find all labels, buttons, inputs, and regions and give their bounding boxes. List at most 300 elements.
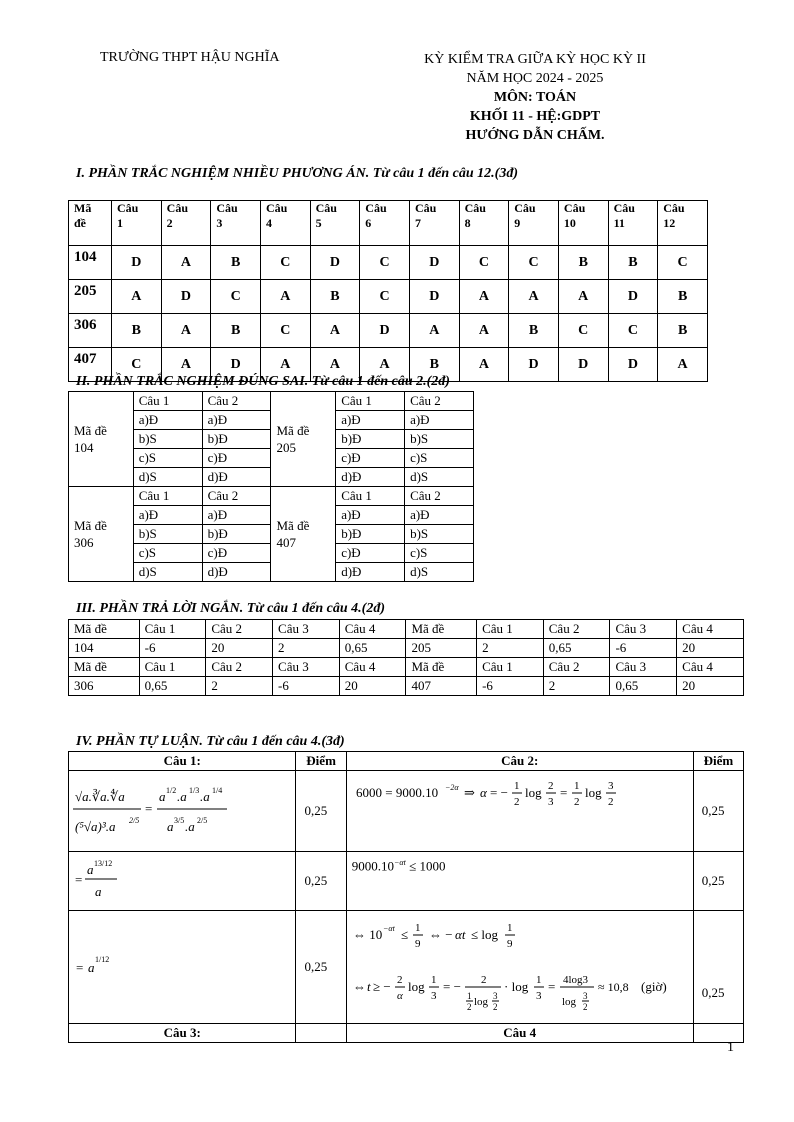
answer-cell: A — [161, 348, 211, 382]
col-header: Câu 2 — [543, 658, 610, 677]
section3-table — [68, 619, 744, 696]
exam-code-cell — [69, 487, 134, 582]
svg-text:1: 1 — [414, 922, 421, 934]
svg-text:α: α — [479, 785, 487, 800]
exam-code-cell — [271, 392, 336, 487]
q1-step2-points: 0,25 — [296, 852, 346, 911]
answer-cell: c)Đ — [336, 544, 405, 563]
question-header — [608, 201, 658, 246]
answer-cell: A — [310, 314, 360, 348]
q2-step2: $9000.10^{-\alpha t} \le 1000$ — [346, 852, 693, 911]
exam-code-label: Mã đề — [69, 658, 140, 677]
svg-text:= −: = − — [442, 979, 461, 994]
q1-step3-points: 0,25 — [296, 911, 346, 1024]
col-header: Câu 1 — [477, 620, 544, 639]
q2-step3-points: 0,25 — [693, 911, 743, 1024]
answer-cell: d)S — [405, 563, 474, 582]
school-year: NĂM HỌC 2024 - 2025 — [466, 71, 604, 86]
svg-text:a: a — [159, 789, 166, 804]
exam-code-label: Mã đề — [276, 518, 310, 533]
answer-cell: d)S — [133, 468, 202, 487]
exam-header — [380, 50, 690, 145]
answer-cell: c)S — [405, 449, 474, 468]
col-header: Câu 4 — [339, 620, 406, 639]
answer-cell: A — [459, 348, 509, 382]
section1-title: I. PHẦN TRẮC NGHIỆM NHIỀU PHƯƠNG ÁN. Từ câu 1 đến câu 12.(3đ) — [76, 166, 518, 181]
svg-text:log: log — [561, 996, 576, 1008]
answer-cell: D — [558, 348, 608, 382]
svg-text:1/3: 1/3 — [189, 786, 200, 795]
col-header: Câu 2 — [206, 620, 273, 639]
answer-cell: a)Đ — [405, 506, 474, 525]
answer-cell: 2 — [206, 677, 273, 696]
svg-text:1: 1 — [513, 780, 520, 792]
q1-step3 — [69, 911, 296, 1024]
svg-text:−αt: −αt — [382, 924, 395, 933]
answer-cell: D — [112, 246, 162, 280]
question-header-num: 6 — [365, 216, 372, 230]
q1-step3-formula — [74, 950, 134, 980]
grade: KHỐI 11 - HỆ:GDPT — [469, 109, 601, 124]
exam-code-label: Mã đề — [74, 423, 107, 438]
points-header: Điểm — [296, 752, 346, 771]
q2-step2-points: 0,25 — [693, 852, 743, 911]
answer-cell: B — [211, 314, 261, 348]
question-header — [260, 201, 310, 246]
svg-text:2: 2 — [513, 796, 520, 808]
exam-code: 407 — [406, 677, 477, 696]
q2-step1-formula — [352, 777, 682, 817]
answer-cell: 0,65 — [139, 677, 206, 696]
table-row — [69, 620, 744, 639]
svg-text:2: 2 — [582, 1002, 588, 1012]
exam-code-label: Mã đề — [406, 658, 477, 677]
q2-step3 — [346, 911, 693, 1024]
answer-cell: C — [260, 246, 310, 280]
answer-cell: A — [112, 280, 162, 314]
q3-points-header — [296, 1024, 346, 1043]
answer-cell: A — [360, 348, 410, 382]
answer-cell: A — [260, 348, 310, 382]
question-header-num: 11 — [613, 216, 625, 230]
svg-text:a: a — [87, 862, 94, 877]
answer-cell: 0,65 — [543, 639, 610, 658]
question-header — [409, 201, 459, 246]
question-header-word: Câu — [464, 201, 486, 215]
question-header-word: Câu — [365, 201, 387, 215]
answer-cell: d)Đ — [336, 468, 405, 487]
answer-cell: A — [310, 348, 360, 382]
exam-title: KỲ KIỂM TRA GIỮA KỲ HỌC KỲ II — [424, 52, 646, 67]
answer-cell: d)Đ — [202, 563, 271, 582]
exam-code: 104 — [69, 639, 140, 658]
svg-text:.a: .a — [177, 789, 187, 804]
question-header-word: Câu — [265, 201, 288, 215]
q1-step1-formula — [71, 773, 231, 845]
svg-text:3: 3 — [430, 990, 437, 1002]
answer-cell: A — [161, 246, 211, 280]
school-name: TRƯỜNG THPT HẬU NGHĨA — [100, 50, 280, 65]
exam-code: 407 — [276, 535, 296, 550]
col-header: Câu 3 — [610, 658, 677, 677]
exam-code: 205 — [276, 440, 296, 455]
svg-text:3: 3 — [547, 796, 554, 808]
table-row — [69, 392, 474, 411]
section4-table — [68, 751, 744, 1043]
col-header: Câu 2 — [206, 658, 273, 677]
answer-cell: D — [211, 348, 261, 382]
answer-cell: A — [161, 314, 211, 348]
exam-code-label: Mã đề — [406, 620, 477, 639]
q1-step1-points: 0,25 — [296, 771, 346, 852]
svg-text:1: 1 — [535, 974, 542, 986]
col-header: Câu 3 — [610, 620, 677, 639]
svg-text:13/12: 13/12 — [94, 859, 113, 868]
answer-cell: b)S — [133, 430, 202, 449]
answer-cell: B — [112, 314, 162, 348]
section1-table — [68, 200, 708, 382]
q4-header: Câu 4 — [346, 1024, 693, 1043]
q2-step2-rhs: ≤ 1000 — [409, 858, 446, 874]
answer-cell: c)Đ — [336, 449, 405, 468]
q2-header: Câu 2: — [346, 752, 693, 771]
svg-text:9: 9 — [414, 938, 421, 950]
svg-text:⇔: ⇔ — [352, 979, 366, 994]
svg-text:log: log — [407, 979, 425, 994]
svg-text:· log: · log — [503, 979, 528, 994]
svg-text:2: 2 — [547, 780, 554, 792]
answer-cell: 20 — [339, 677, 406, 696]
answer-cell: B — [211, 246, 261, 280]
col-header: Câu 2 — [405, 487, 474, 506]
answer-cell: a)Đ — [405, 411, 474, 430]
exam-code: 104 — [69, 246, 112, 280]
answer-cell: C — [211, 280, 261, 314]
col-header: Câu 4 — [339, 658, 406, 677]
code-header-line: Mã — [74, 201, 92, 215]
question-header-word: Câu — [613, 201, 635, 215]
svg-text:3: 3 — [535, 990, 542, 1002]
answer-cell: b)Đ — [202, 430, 271, 449]
svg-text:−2α: −2α — [444, 783, 459, 792]
answer-cell: c)S — [133, 544, 202, 563]
section2-title: II. PHẦN TRẮC NGHIỆM ĐÚNG SAI. Từ câu 1 đến câu 2.(2đ) — [76, 374, 450, 389]
table-row — [69, 487, 474, 506]
answer-cell: b)S — [405, 525, 474, 544]
answer-cell: -6 — [139, 639, 206, 658]
question-header-num: 12 — [663, 216, 676, 230]
answer-cell: D — [161, 280, 211, 314]
question-header-word: Câu — [663, 201, 685, 215]
answer-cell: C — [558, 314, 608, 348]
answer-cell: b)Đ — [202, 525, 271, 544]
answer-cell: C — [658, 246, 708, 280]
svg-text:α: α — [396, 990, 403, 1002]
question-header-num: 10 — [563, 216, 576, 230]
answer-cell: B — [310, 280, 360, 314]
q3-header: Câu 3: — [69, 1024, 296, 1043]
answer-cell: d)S — [133, 563, 202, 582]
answer-cell: A — [509, 280, 559, 314]
svg-text:≤ log: ≤ log — [470, 927, 498, 942]
answer-cell: 0,65 — [339, 639, 406, 658]
question-header — [360, 201, 410, 246]
answer-cell: A — [260, 280, 310, 314]
answer-cell: a)Đ — [133, 411, 202, 430]
question-header-num: 5 — [315, 216, 322, 230]
answer-cell: B — [558, 246, 608, 280]
answer-cell: D — [409, 246, 459, 280]
answer-cell: B — [658, 314, 708, 348]
answer-cell: c)Đ — [202, 544, 271, 563]
col-header: Câu 1 — [133, 487, 202, 506]
question-header-word: Câu — [315, 201, 337, 215]
answer-cell: A — [459, 314, 509, 348]
answer-cell: A — [558, 280, 608, 314]
answer-cell: b)Đ — [336, 525, 405, 544]
answer-cell: B — [509, 314, 559, 348]
code-header-line: đề — [74, 216, 86, 230]
svg-text:a: a — [88, 960, 95, 975]
answer-cell: C — [509, 246, 559, 280]
svg-text:1: 1 — [506, 922, 513, 934]
answer-cell: a)Đ — [336, 411, 405, 430]
q4-points-header — [693, 1024, 743, 1043]
question-header — [459, 201, 509, 246]
answer-cell: C — [459, 246, 509, 280]
col-header: Câu 1 — [139, 620, 206, 639]
table-row — [69, 677, 744, 696]
svg-text:a: a — [167, 819, 174, 834]
answer-cell: b)S — [405, 430, 474, 449]
col-header: Câu 1 — [133, 392, 202, 411]
question-header-num: 1 — [117, 216, 123, 230]
answer-cell: 2 — [543, 677, 610, 696]
col-header: Câu 1 — [477, 658, 544, 677]
svg-text:≤: ≤ — [400, 927, 408, 942]
question-header — [211, 201, 261, 246]
question-header-word: Câu — [514, 201, 536, 215]
svg-text:3: 3 — [492, 991, 498, 1001]
svg-text:log: log — [584, 785, 602, 800]
exam-code: 306 — [74, 535, 94, 550]
svg-text:≥ −: ≥ − — [372, 979, 391, 994]
answer-cell: d)Đ — [202, 468, 271, 487]
answer-cell: d)Đ — [336, 563, 405, 582]
answer-cell: b)S — [133, 525, 202, 544]
question-header-num: 2 — [166, 216, 173, 230]
question-header-num: 4 — [265, 216, 272, 230]
col-header: Câu 3 — [273, 620, 340, 639]
q1-step2 — [69, 852, 296, 911]
svg-text:log: log — [473, 996, 488, 1008]
svg-text:2: 2 — [607, 796, 614, 808]
svg-text:2/5: 2/5 — [129, 816, 140, 825]
svg-text:4log3: 4log3 — [562, 974, 588, 986]
table-row — [69, 246, 708, 280]
subject: MÔN: TOÁN — [493, 90, 577, 105]
svg-text:2: 2 — [396, 974, 403, 986]
exam-code: 306 — [69, 677, 140, 696]
svg-text:=: = — [559, 785, 568, 800]
exam-code: 306 — [69, 314, 112, 348]
svg-text:2/5: 2/5 — [197, 816, 208, 825]
q2-step3-formula — [351, 913, 689, 1017]
col-header: Câu 2 — [202, 392, 271, 411]
exam-code-cell — [69, 392, 134, 487]
answer-cell: 0,65 — [610, 677, 677, 696]
svg-text:.a: .a — [200, 789, 210, 804]
exam-code: 205 — [69, 280, 112, 314]
question-header-word: Câu — [117, 201, 139, 215]
col-header: Câu 1 — [336, 487, 405, 506]
answer-cell: a)Đ — [202, 506, 271, 525]
section4-title: IV. PHẦN TỰ LUẬN. Từ câu 1 đến câu 4.(3đ) — [76, 734, 345, 749]
svg-text:2: 2 — [492, 1002, 498, 1012]
answer-cell: D — [310, 246, 360, 280]
exam-code: 104 — [74, 440, 94, 455]
exam-code-label: Mã đề — [69, 620, 140, 639]
svg-text:3: 3 — [582, 991, 588, 1001]
table-row — [69, 314, 708, 348]
question-header — [509, 201, 559, 246]
svg-text:2: 2 — [466, 1002, 472, 1012]
svg-text:=: = — [145, 801, 153, 816]
question-header — [658, 201, 708, 246]
answer-cell: D — [360, 314, 410, 348]
answer-cell: A — [658, 348, 708, 382]
answer-cell: 20 — [677, 677, 744, 696]
table-row — [69, 658, 744, 677]
svg-text:a: a — [95, 884, 102, 899]
q1-step1 — [69, 771, 296, 852]
svg-text:(⁵√a)³.a: (⁵√a)³.a — [75, 819, 116, 834]
svg-text:t: t — [366, 979, 371, 994]
question-header-word: Câu — [414, 201, 437, 215]
question-header — [558, 201, 608, 246]
exam-code-label: Mã đề — [276, 423, 310, 438]
answer-cell: D — [509, 348, 559, 382]
table-row — [69, 639, 744, 658]
svg-text:⇔ 10: ⇔ 10 — [352, 927, 382, 942]
exam-code: 407 — [69, 348, 112, 382]
col-header: Câu 1 — [336, 392, 405, 411]
col-header: Câu 4 — [677, 658, 744, 677]
question-header — [310, 201, 360, 246]
svg-text:√a.∛a.∜a: √a.∛a.∜a — [75, 789, 125, 804]
q2-step1 — [346, 771, 693, 852]
svg-text:2: 2 — [573, 796, 580, 808]
answer-cell: -6 — [273, 677, 340, 696]
answer-cell: d)S — [405, 468, 474, 487]
answer-cell: b)Đ — [336, 430, 405, 449]
svg-text:=: = — [547, 979, 556, 994]
col-header: Câu 2 — [202, 487, 271, 506]
table-row — [69, 280, 708, 314]
section2-table — [68, 391, 474, 582]
answer-cell: C — [360, 280, 410, 314]
answer-cell: D — [608, 348, 658, 382]
svg-text:1/4: 1/4 — [212, 786, 223, 795]
answer-cell: B — [658, 280, 708, 314]
answer-cell: C — [260, 314, 310, 348]
svg-text:=: = — [76, 960, 84, 975]
answer-cell: c)S — [133, 449, 202, 468]
question-header-num: 7 — [414, 216, 421, 230]
svg-text:1/12: 1/12 — [95, 955, 110, 964]
question-header-num: 3 — [216, 216, 223, 230]
answer-cell: 20 — [206, 639, 273, 658]
answer-cell: 20 — [677, 639, 744, 658]
exam-code: 205 — [406, 639, 477, 658]
exam-code-cell — [271, 487, 336, 582]
question-header — [161, 201, 211, 246]
answer-cell: A — [409, 314, 459, 348]
answer-cell: D — [608, 280, 658, 314]
svg-text:⇒: ⇒ — [463, 785, 475, 800]
answer-cell: C — [360, 246, 410, 280]
answer-cell: A — [459, 280, 509, 314]
section3-title: III. PHẦN TRẢ LỜI NGẮN. Từ câu 1 đến câu 4.(2đ) — [76, 601, 386, 616]
answer-cell: 2 — [477, 639, 544, 658]
answer-cell: C — [608, 314, 658, 348]
answer-cell: 2 — [273, 639, 340, 658]
svg-text:αt: αt — [454, 927, 466, 942]
svg-text:3/5: 3/5 — [174, 816, 185, 825]
col-header: Câu 3 — [273, 658, 340, 677]
q2-approx: ≈ 10,8 — [597, 980, 629, 994]
svg-text:= −: = − — [489, 785, 508, 800]
code-header — [69, 201, 112, 246]
guide-title: HƯỚNG DẪN CHẤM. — [465, 128, 605, 143]
question-header — [112, 201, 162, 246]
col-header: Câu 2 — [543, 620, 610, 639]
question-header-word: Câu — [166, 201, 188, 215]
question-header-num: 9 — [514, 216, 521, 230]
svg-text:1/2: 1/2 — [166, 786, 177, 795]
svg-text:1: 1 — [430, 974, 437, 986]
answer-cell: a)Đ — [336, 506, 405, 525]
q2-step1-points: 0,25 — [693, 771, 743, 852]
question-header-word: Câu — [216, 201, 238, 215]
svg-text:2: 2 — [480, 974, 487, 986]
answer-cell: C — [112, 348, 162, 382]
page-number: 1 — [727, 1040, 734, 1055]
q2-step2-lhs: 9000.10 — [351, 858, 394, 874]
answer-cell: B — [608, 246, 658, 280]
answer-cell: D — [409, 280, 459, 314]
svg-text:=: = — [75, 872, 83, 887]
answer-cell: c)Đ — [202, 449, 271, 468]
answer-cell: a)Đ — [133, 506, 202, 525]
question-header-word: Câu — [563, 201, 586, 215]
answer-cell: -6 — [610, 639, 677, 658]
q1-header: Câu 1: — [69, 752, 296, 771]
answer-cell: -6 — [477, 677, 544, 696]
answer-cell: a)Đ — [202, 411, 271, 430]
svg-text:1: 1 — [573, 780, 580, 792]
points-header-2: Điểm — [693, 752, 743, 771]
answer-cell: B — [409, 348, 459, 382]
question-header-num: 8 — [464, 216, 471, 230]
svg-text:1: 1 — [466, 991, 472, 1001]
col-header: Câu 2 — [405, 392, 474, 411]
q2-unit: (giờ) — [640, 979, 667, 994]
svg-text:9: 9 — [506, 938, 513, 950]
col-header: Câu 1 — [139, 658, 206, 677]
svg-text:.a: .a — [185, 819, 195, 834]
answer-cell: c)S — [405, 544, 474, 563]
